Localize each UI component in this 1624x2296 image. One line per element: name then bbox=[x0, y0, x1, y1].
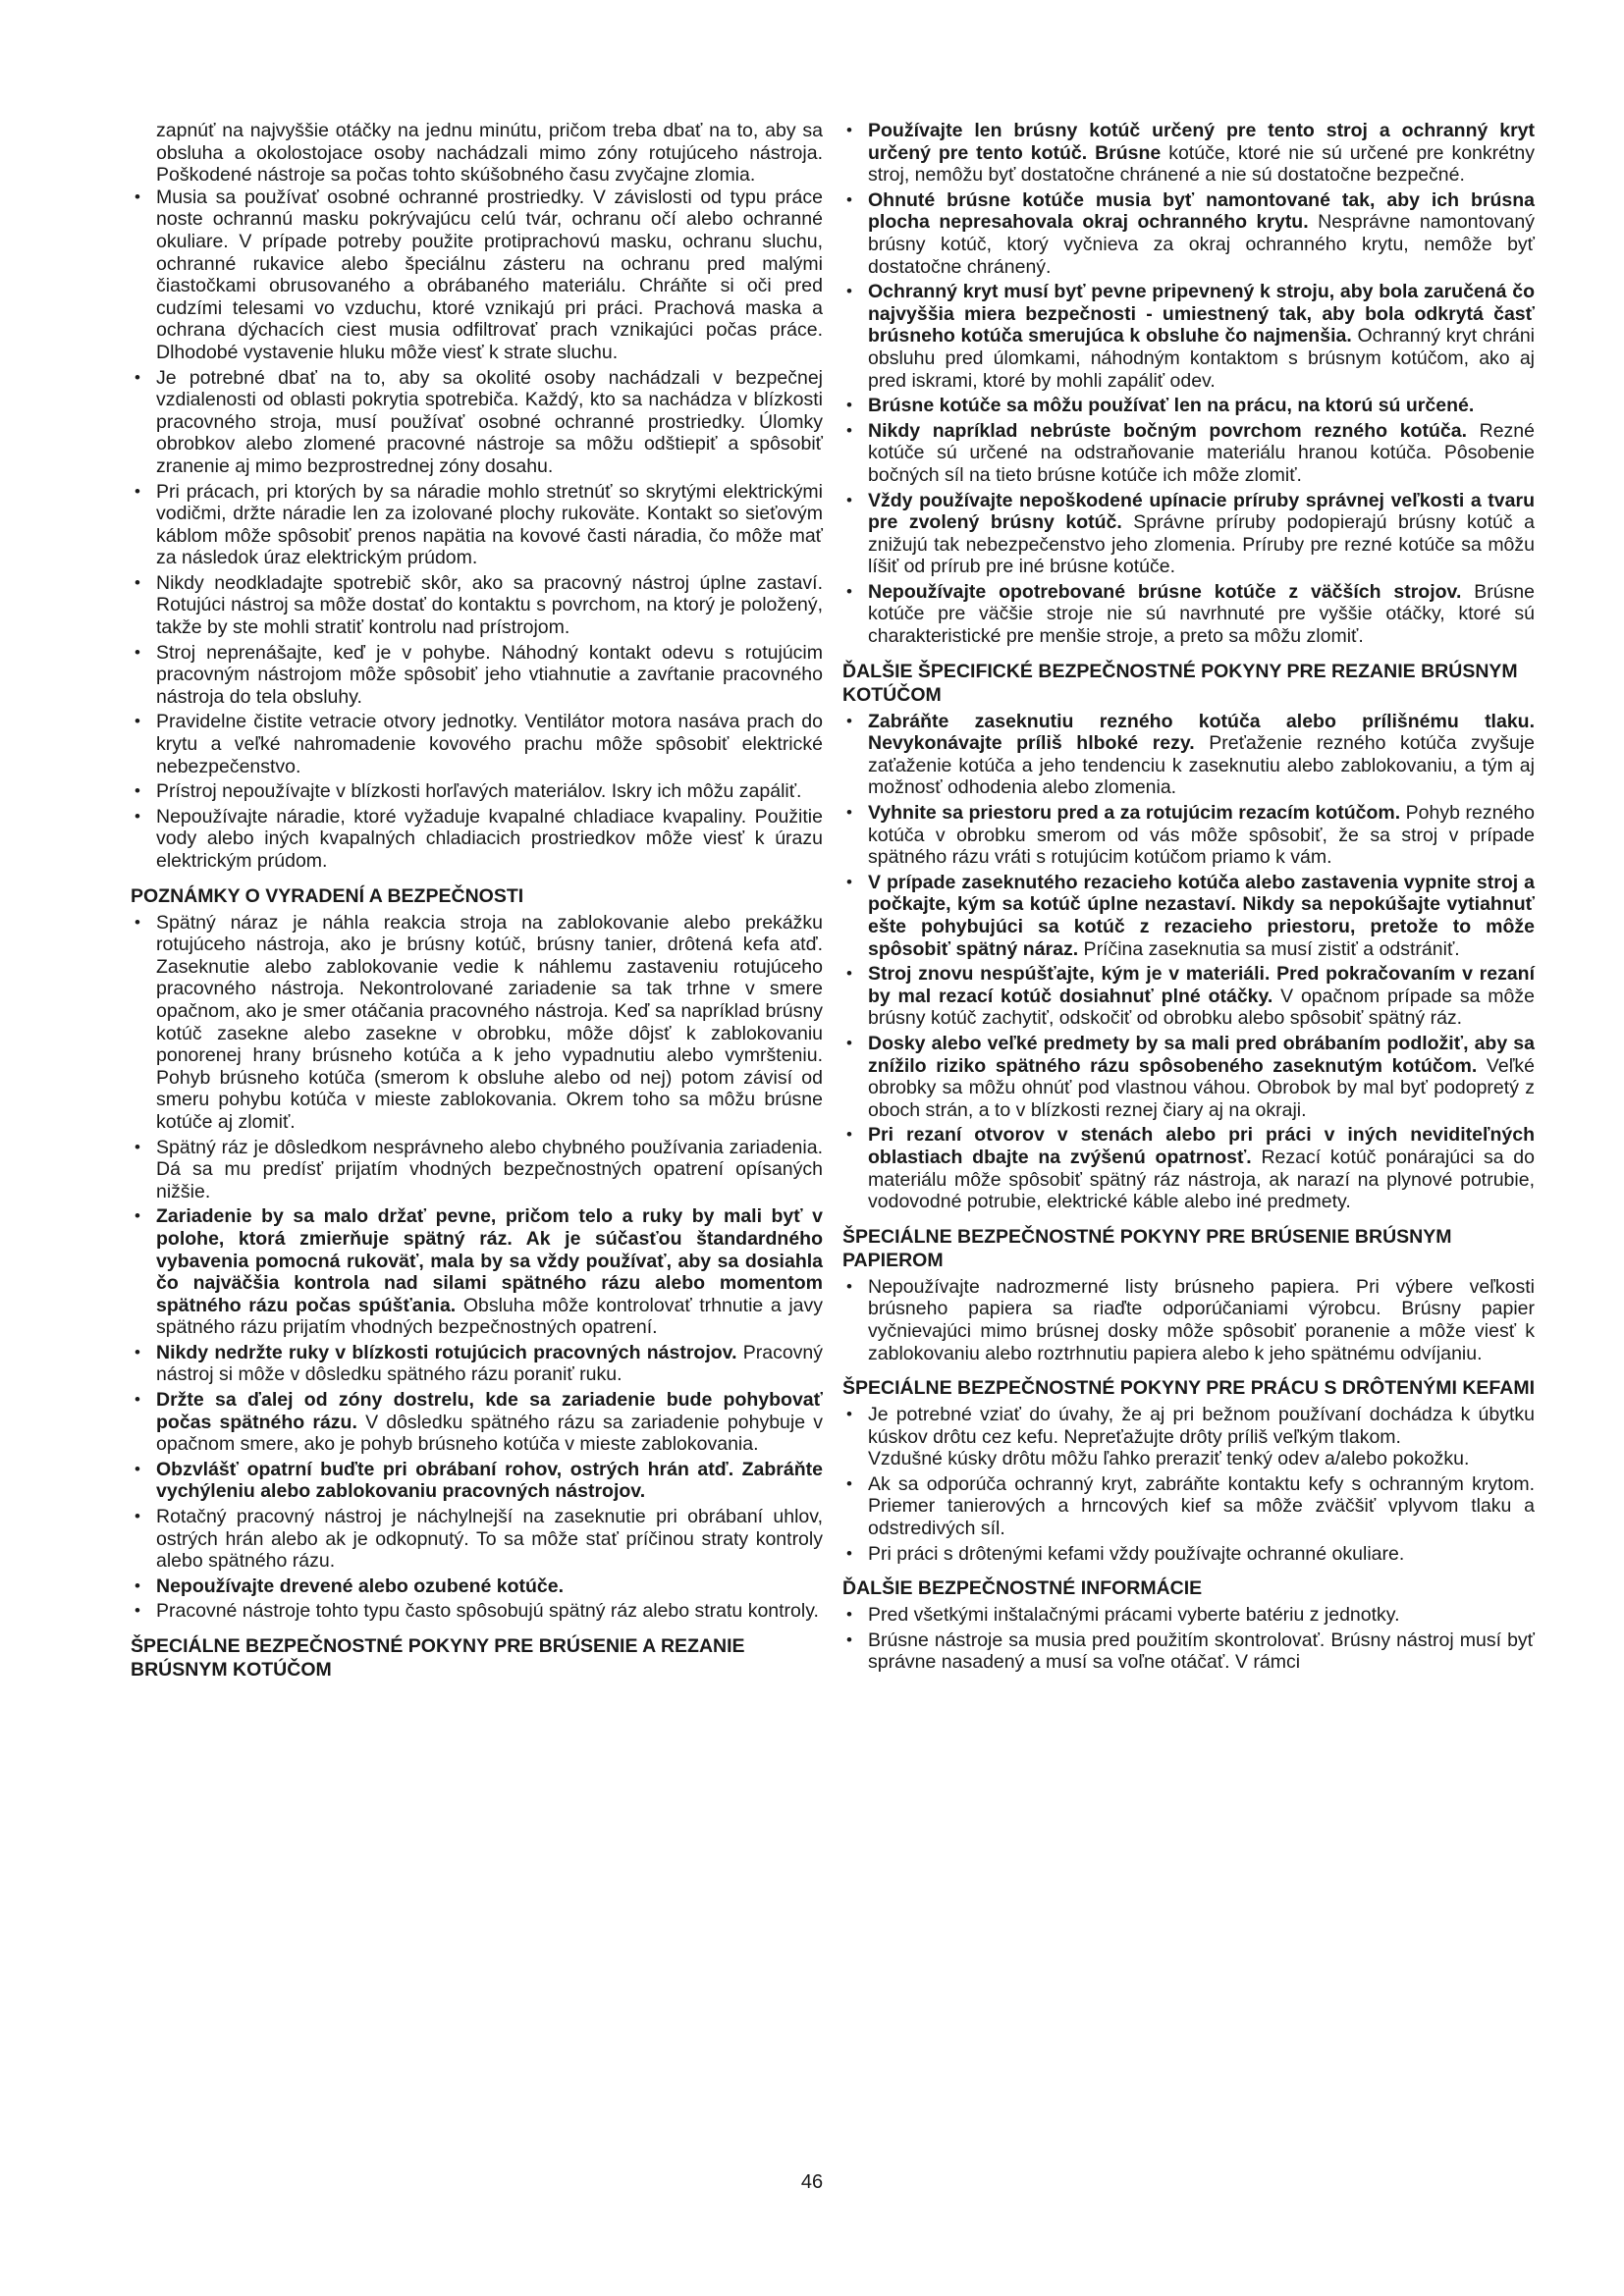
kickback-bullet-list bbox=[131, 912, 823, 1623]
list-item: • Spätný náraz je náhla reakcia stroja na zablokovanie alebo prekážku rotujúceho nástroja, ako je brúsny kotúč, brúsny tanier, drôtená kefa atď. Zaseknutie alebo zablokovanie vedie k náhlemu zastaveniu rotujúceho pracovného nástroja. Nekontrolované zariadenie sa tak trhne v smere opačnom, ako je smer otáčania pracovného nástroja. Keď sa napríklad brúsny kotúč zasekne alebo zasekne v obrobku, môže dôjsť k zablokovaniu ponorenej hrany brúsneho kotúča a k jeho vypadnutiu alebo vymršteniu. Pohyb brúsneho kotúča (smerom k obsluhe alebo od nej) potom závisí od smeru pohybu kotúča v mieste zablokovania. Okrem toho sa môžu brúsne kotúče aj zlomiť. bbox=[131, 912, 823, 1134]
body-text: Veľké obrobky sa môžu ohnúť pod vlastnou váhou. Obrobok by mal byť podopretý z oboch strán, a to v blízkosti reznej čiary aj na okraji. bbox=[868, 1054, 1535, 1121]
list-item: • Nepoužívajte náradie, ktoré vyžaduje kvapalné chladiace kvapaliny. Použitie vody alebo iných kvapalných chladiacich prostriedkov môže viesť k úrazu elektrickým prúdom. bbox=[131, 806, 823, 873]
sandpaper-bullet-list bbox=[842, 1276, 1535, 1364]
bold-text: Pri rezaní otvorov v stenách alebo pri práci v iných neviditeľných oblastiach dbajte na zvýšenú opatrnosť. bbox=[868, 1124, 1535, 1168]
list-item bbox=[131, 1459, 823, 1503]
list-item bbox=[842, 581, 1535, 648]
body-text: V opačnom prípade sa môže brúsny kotúč zachytiť, odskočiť od obrobku alebo spôsobiť spätný ráz. bbox=[868, 985, 1535, 1030]
list-item bbox=[131, 1389, 823, 1456]
section-heading: POZNÁMKY O VYRADENÍ A BEZPEČNOSTI bbox=[131, 884, 524, 907]
list-item: • Brúsne nástroje sa musia pred použitím skontrolovať. Brúsny nástroj musí byť správne nasadený a musí sa voľne otáčať. V rámci bbox=[842, 1629, 1535, 1674]
list-item bbox=[131, 1342, 823, 1386]
bold-text: Brúsne kotúče sa môžu používať len na prácu, na ktorú sú určené. bbox=[868, 395, 1475, 417]
list-item bbox=[842, 420, 1535, 487]
list-item: • Pri práci s drôtenými kefami vždy používajte ochranné okuliare. bbox=[842, 1543, 1535, 1566]
list-item: • Prístroj nepoužívajte v blízkosti horľavých materiálov. Iskry ich môžu zapáliť. bbox=[131, 780, 823, 803]
list-item: • Nikdy neodkladajte spotrebič skôr, ako sa pracovný nástroj úplne zastaví. Rotujúci nástroj sa môže dostať do kontaktu s povrchom, na ktorý je položený, takže by ste mohli stratiť kontrolu nad prístrojom. bbox=[131, 572, 823, 639]
list-item: • Pravidelne čistite vetracie otvory jednotky. Ventilátor motora nasáva prach do krytu a veľké nahromadenie kovového prachu môže spôsobiť elektrické nebezpečenstvo. bbox=[131, 711, 823, 777]
page-number: 46 bbox=[800, 2171, 824, 2193]
section-heading: ŠPECIÁLNE BEZPEČNOSTNÉ POKYNY PRE BRÚSENIE A REZANIE BRÚSNYM KOTÚČOM bbox=[131, 1635, 745, 1681]
bold-text: Zabráňte zaseknutiu rezného kotúča alebo prílišnému tlaku. Nevykonávajte príliš hlboké rezy. bbox=[868, 710, 1535, 755]
list-item: • Rotačný pracovný nástroj je náchylnejší na zaseknutie pri obrábaní uhlov, ostrých hrán alebo ak je odkopnutý. To sa môže stať príčinou straty kontroly alebo spätného rázu. bbox=[131, 1506, 823, 1573]
section-heading: ŠPECIÁLNE BEZPEČNOSTNÉ POKYNY PRE PRÁCU S DRÔTENÝMI KEFAMI bbox=[842, 1377, 1535, 1400]
body-text: Je potrebné vziať do úvahy, že aj pri bežnom používaní dochádza k úbytku kúskov drôtu cez kefu. Nepreťažujte drôty príliš veľkým tlakom. bbox=[868, 1404, 1535, 1448]
bold-text: Vždy používajte nepoškodené upínacie príruby správnej veľkosti a tvaru pre zvolený brúsny kotúč. bbox=[868, 489, 1535, 534]
bold-text: Zariadenie by sa malo držať pevne, pričom telo a ruky by mali byť v polohe, ktorá zmierňuje spätný ráz. Ak je súčasťou štandardného vybavenia pomocná rukoväť, mala by sa vždy používať, aby sa dosiahla čo najväčšia kontrola nad silami spätného rázu alebo momentom spätného rázu počas spúšťania. bbox=[156, 1205, 823, 1316]
list-item: • Nepoužívajte nadrozmerné listy brúsneho papiera. Pri výbere veľkosti brúsneho papiera sa riaďte odporúčaniami výrobcu. Brúsny papier vyčnievajúci mimo brúsnej dosky môže spôsobiť poranenie a môže viesť k zablokovaniu alebo roztrhnutiu papiera alebo k jeho spätnému odvíjaniu. bbox=[842, 1276, 1535, 1364]
list-item bbox=[131, 1205, 823, 1339]
body-text: Rezací kotúč ponárajúci sa do materiálu môže spôsobiť spätný ráz nástroja, ak narazí na plynové potrubie, vodovodné potrubie, elektrické káble alebo iné predmety. bbox=[868, 1146, 1535, 1213]
list-item: • Pri prácach, pri ktorých by sa náradie mohlo stretnúť so skrytými elektrickými vodičmi, držte náradie len za izolované plochy rukoväte. Kontakt so sieťovým káblom môže spôsobiť prenos napätia na kovové časti náradia, čo môže mať za následok úraz elektrickým prúdom. bbox=[131, 481, 823, 569]
wire-brush-bullet-list bbox=[842, 1404, 1535, 1565]
list-item: • Spätný ráz je dôsledkom nesprávneho alebo chybného používania zariadenia. Dá sa mu predísť prijatím vhodných bezpečnostných opatrení opísaných nižšie. bbox=[131, 1137, 823, 1203]
bold-text: Dosky alebo veľké predmety by sa mali pred obrábaním podložiť, aby sa znížilo riziko spätného rázu spôsobeného zaseknutým kotúčom. bbox=[868, 1032, 1535, 1077]
body-text: Ochranný kryt chráni obsluhu pred úlomkami, náhodným kontaktom s brúsnym kotúčom, ako aj pred iskrami, ktoré by mohli zapáliť odev. bbox=[868, 325, 1535, 392]
cutting-bullet-list bbox=[842, 711, 1535, 1213]
list-item bbox=[842, 1124, 1535, 1212]
section-heading: ŠPECIÁLNE BEZPEČNOSTNÉ POKYNY PRE BRÚSENIE BRÚSNYM PAPIEROM bbox=[842, 1225, 1452, 1271]
list-item bbox=[842, 490, 1535, 578]
list-item bbox=[842, 711, 1535, 799]
body-text: Nesprávne namontovaný brúsny kotúč, ktorý vyčnieva za okraj ochranného krytu, nemôže byť dostatočne chránený. bbox=[868, 211, 1535, 278]
ppe-bullet-list bbox=[131, 187, 823, 873]
section-heading: ĎALŠIE BEZPEČNOSTNÉ INFORMÁCIE bbox=[842, 1577, 1203, 1600]
right-column bbox=[842, 120, 1535, 1677]
body-text: Preťaženie rezného kotúča zvyšuje zaťaženie kotúča a jeho tendenciu k zaseknutiu alebo zablokovaniu, a tým aj možnosť odhodenia alebo zlomenia. bbox=[868, 732, 1535, 799]
bold-text: Nepoužívajte opotrebované brúsne kotúče z väčších strojov. bbox=[868, 580, 1462, 603]
list-item bbox=[842, 963, 1535, 1030]
bold-text: Nepoužívajte drevené alebo ozubené kotúče. bbox=[156, 1575, 565, 1597]
list-item: • Pred všetkými inštalačnými prácami vyberte batériu z jednotky. bbox=[842, 1604, 1535, 1627]
section-heading: ĎALŠIE ŠPECIFICKÉ BEZPEČNOSTNÉ POKYNY PRE REZANIE BRÚSNYM KOTÚČOM bbox=[842, 660, 1518, 706]
additional-info-bullet-list bbox=[842, 1604, 1535, 1674]
bold-text: Obzvlášť opatrní buďte pri obrábaní rohov, ostrých hrán atď. Zabráňte vychýleniu alebo zablokovaniu pracovných nástrojov. bbox=[156, 1458, 823, 1503]
bold-text: Nikdy nedržte ruky v blízkosti rotujúcich pracovných nástrojov. bbox=[156, 1341, 737, 1363]
body-text: V dôsledku spätného rázu sa zariadenie pohybuje v opačnom smere, ako je pohyb brúsneho kotúča v mieste zablokovania. bbox=[156, 1411, 823, 1456]
left-column bbox=[131, 120, 823, 1685]
list-item bbox=[842, 1404, 1535, 1470]
bold-text: Vyhnite sa priestoru pred a za rotujúcim rezacím kotúčom. bbox=[868, 802, 1401, 825]
list-item bbox=[842, 872, 1535, 960]
body-text: Rezné kotúče sú určené na odstraňovanie materiálu hranou kotúča. Pôsobenie bočných síl na tieto brúsne kotúče ich môže zlomiť. bbox=[868, 419, 1535, 486]
bold-text: Používajte len brúsny kotúč určený pre tento stroj a ochranný kryt určený pre tento kotúč. Brúsne bbox=[868, 120, 1535, 164]
paragraph-continuation: zapnúť na najvyššie otáčky na jednu minútu, pričom treba dbať na to, aby sa obsluha a okolostojace osoby nachádzali mimo zóny rotujúceho nástroja. Poškodené nástroje sa počas tohto skúšobného času zvyčajne zlomia. bbox=[156, 120, 823, 187]
list-item: • Pracovné nástroje tohto typu často spôsobujú spätný ráz alebo stratu kontroly. bbox=[131, 1600, 823, 1623]
list-item bbox=[842, 1033, 1535, 1121]
body-text: Príčina zaseknutia sa musí zistiť a odstrániť. bbox=[1078, 937, 1460, 960]
list-item: • Je potrebné dbať na to, aby sa okolité osoby nachádzali v bezpečnej vzdialenosti od oblasti pokrytia spotrebiča. Každý, kto sa nachádza v blízkosti pracovného stroja, musí používať osobné ochranné prostriedky. Úlomky obrobkov alebo zlomené pracovné nástroje sa môžu odštiepiť a spôsobiť zranenie aj mimo bezprostrednej zóny dosahu. bbox=[131, 367, 823, 478]
list-item: • Musia sa používať osobné ochranné prostriedky. V závislosti od typu práce noste ochrannú masku pokrývajúcu celú tvár, ochranu očí alebo ochranné okuliare. V prípade potreby použite protiprachovú masku, ochranu sluchu, ochranné rukavice alebo špeciálnu zásteru na ochranu pred malými čiastočkami obrusovaného a obrábaného materiálu. Chráňte si oči pred cudzími telesami vo vzduchu, ktoré vznikajú pri práci. Prachová maska a ochrana dýchacích ciest musia odfiltrovať prach vznikajúci počas práce. Dlhodobé vystavenie hluku môže viesť k strate sluchu. bbox=[131, 187, 823, 364]
bold-text: Ohnuté brúsne kotúče musia byť namontované tak, aby ich brúsna plocha nepresahovala okraj ochranného krytu. bbox=[868, 188, 1535, 234]
body-text: Obsluha môže kontrolovať trhnutie a javy spätného rázu prijatím vhodných bezpečnostných opatrení. bbox=[156, 1294, 824, 1339]
body-text: Vzdušné kúsky drôtu môžu ľahko preraziť tenký odev a/alebo pokožku. bbox=[868, 1448, 1470, 1470]
list-item bbox=[842, 189, 1535, 278]
body-text: kotúče, ktoré nie sú určené pre konkrétny stroj, nemôžu byť dostatočne chránené a nie sú dostatočne bezpečné. bbox=[868, 141, 1535, 187]
body-text: Správne príruby podopierajú brúsny kotúč a znižujú tak nebezpečenstvo jeho zlomenia. Príruby pre rezné kotúče sa môžu líšiť od prírub pre iné brúsne kotúče. bbox=[868, 511, 1535, 578]
bold-text: V prípade zaseknutého rezacieho kotúča alebo zastavenia vypnite stroj a počkajte, kým sa kotúč úplne nezastaví. Nikdy sa nepokúšajte vytiahnuť ešte pohybujúci sa kotúč z rezacieho priestoru, pretože to môže spôsobiť spätný náraz. bbox=[868, 871, 1535, 960]
bold-text: Ochranný kryt musí byť pevne pripevnený k stroju, aby bola zaručená čo najvyššia miera bezpečnosti - umiestnený tak, aby bola odkrytá časť brúsneho kotúča smerujúca k obsluhe čo najmenšia. bbox=[868, 281, 1535, 347]
bold-text: Nikdy napríklad nebrúste bočným povrchom rezného kotúča. bbox=[868, 419, 1467, 442]
list-item: • Stroj neprenášajte, keď je v pohybe. Náhodný kontakt odevu s rotujúcim pracovným nástrojom môže spôsobiť jeho vtiahnutie a zavŕtanie pracovného nástroja do tela obsluhy. bbox=[131, 642, 823, 709]
body-text: Pohyb rezného kotúča v obrobku smerom od vás môže spôsobiť, že sa stroj v prípade spätného rázu vráti s rotujúcim kotúčom priamo k vám. bbox=[868, 802, 1535, 869]
list-item bbox=[842, 802, 1535, 869]
list-item: • Ak sa odporúča ochranný kryt, zabráňte kontaktu kefy s ochranným krytom. Priemer tanierových a hrncových kief sa môže zväčšiť vplyvom tlaku a odstredivých síl. bbox=[842, 1473, 1535, 1540]
list-item bbox=[842, 281, 1535, 392]
bold-text: Držte sa ďalej od zóny dostrelu, kde sa zariadenie bude pohybovať počas spätného rázu. bbox=[156, 1389, 823, 1433]
list-item bbox=[842, 120, 1535, 187]
list-item bbox=[842, 395, 1535, 417]
list-item bbox=[131, 1575, 823, 1598]
body-text: Pracovný nástroj si môže v dôsledku spätného rázu poraniť ruku. bbox=[156, 1341, 824, 1386]
bold-text: Stroj znovu nespúšťajte, kým je v materiáli. Pred pokračovaním v rezaní by mal rezací kotúč dosiahnuť plné otáčky. bbox=[868, 963, 1535, 1007]
grinding-bullet-list bbox=[842, 120, 1535, 648]
body-text: Brúsne kotúče pre väčšie stroje nie sú navrhnuté pre vyššie otáčky, ktoré sú charakteristické pre menšie stroje, a preto sa môžu zlomiť. bbox=[868, 580, 1535, 648]
